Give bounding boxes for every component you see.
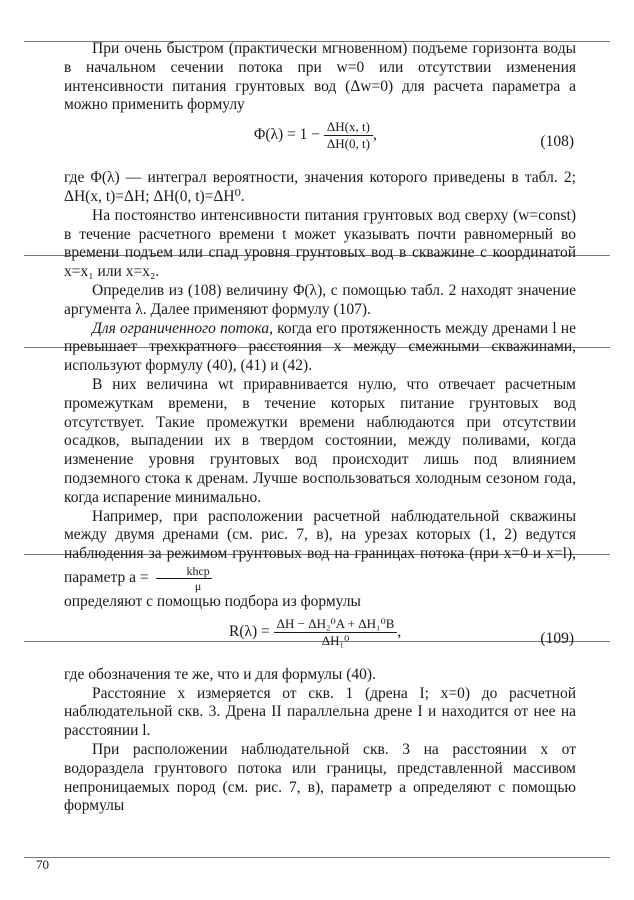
formula-numerator: ΔH(x, t) — [324, 119, 373, 136]
paragraph-text: , когда его протяженность между дренами l не превышает трехкратного расстояния x между смежными скважинами, используют формулу (40), (41) и (42). — [64, 319, 576, 375]
formula-denominator: ΔH(0, t) — [326, 136, 370, 152]
formula-denominator: ΔH₁⁰ — [321, 632, 350, 648]
formula-109 — [64, 616, 576, 666]
formula-number: (108) — [540, 133, 574, 151]
formula-108 — [64, 119, 576, 169]
formula-lhs: Φ(λ) = 1 − — [254, 126, 321, 144]
italic-term: Для ограниченного потока — [92, 319, 270, 337]
paragraph: На постоянство интенсивности питания грунтовых вод сверху (w=const) в течение расчетного времени t может указывать почти равномерный во времени подъем или спад уровня грунтовых вод в скважине с координатой x=x₁ или x=x₂. — [64, 206, 576, 281]
formula-lhs: R(λ) = — [229, 622, 270, 640]
formula-number: (109) — [540, 629, 574, 647]
formula-tail: , — [372, 126, 377, 144]
param-denominator: μ — [194, 578, 202, 593]
paragraph-text: Например, при расположении расчетной наблюдательной скважины между двумя дренами (см. рис. 7, в), на урезах которых (1, 2) ведутся наблюдения за режимом грунтовых вод на границах потока (при x=0 и x=l), параметр a = — [64, 507, 576, 586]
paragraph: где обозначения те же, что и для формулы (40). — [64, 665, 376, 683]
paragraph: При очень быстром (практически мгновенном) подъеме горизонта воды в начальном сечении потока при w=0 или отсутствии изменения интенсивности питания грунтовых вод (Δw=0) для расчета параметра a можно применить формулу — [64, 40, 576, 114]
paragraph — [64, 320, 576, 376]
paragraph: определяют с помощью подбора из формулы — [64, 592, 361, 610]
paragraph: Расстояние x измеряется от скв. 1 (дрена I; x=0) до расчетной наблюдательной скв. 3. Дрена II параллельна дрене I и находится от нее на расстоянии l. — [64, 684, 576, 740]
paragraph: При расположении наблюдательной скв. 3 на расстоянии x от водораздела грунтового потока или границы, представленной массивом непроницаемых пород (см. рис. 7, в), параметр a определяют с помощью формулы — [64, 740, 576, 815]
formula-fraction — [274, 616, 398, 649]
formula-tail: , — [397, 622, 402, 640]
page-number: 70 — [36, 857, 49, 872]
scan-line — [24, 857, 610, 858]
param-numerator: khср — [156, 564, 211, 579]
paragraph — [64, 508, 576, 593]
paragraph: Определив из (108) величину Φ(λ), с помощью табл. 2 находят значение аргумента λ. Далее применяют формулу (107). — [64, 281, 576, 318]
formula-fraction — [324, 119, 373, 152]
formula-numerator: ΔH − ΔH₂⁰A + ΔH₁⁰B — [274, 616, 398, 633]
param-fraction — [156, 564, 211, 593]
paragraph: В них величина wt приравнивается нулю, что отвечает расчетным промежуткам времени, в течение которых питание грунтовых вод отсутствует. Такие промежутки времени наблюдаются при отсутствии осадков, выпадении их в твердом состоянии, между поливами, когда изменение уровня грунтовых вод происходит лишь под влиянием подземного стока к дренам. Лучше воспользоваться холодным сезоном года, когда испарение минимально. — [64, 375, 576, 506]
paragraph: где Φ(λ) — интеграл вероятности, значения которого приведены в табл. 2; ΔH(x, t)=ΔH; ΔH(0, t)=ΔH⁰. — [64, 169, 576, 205]
page-body — [64, 40, 576, 816]
